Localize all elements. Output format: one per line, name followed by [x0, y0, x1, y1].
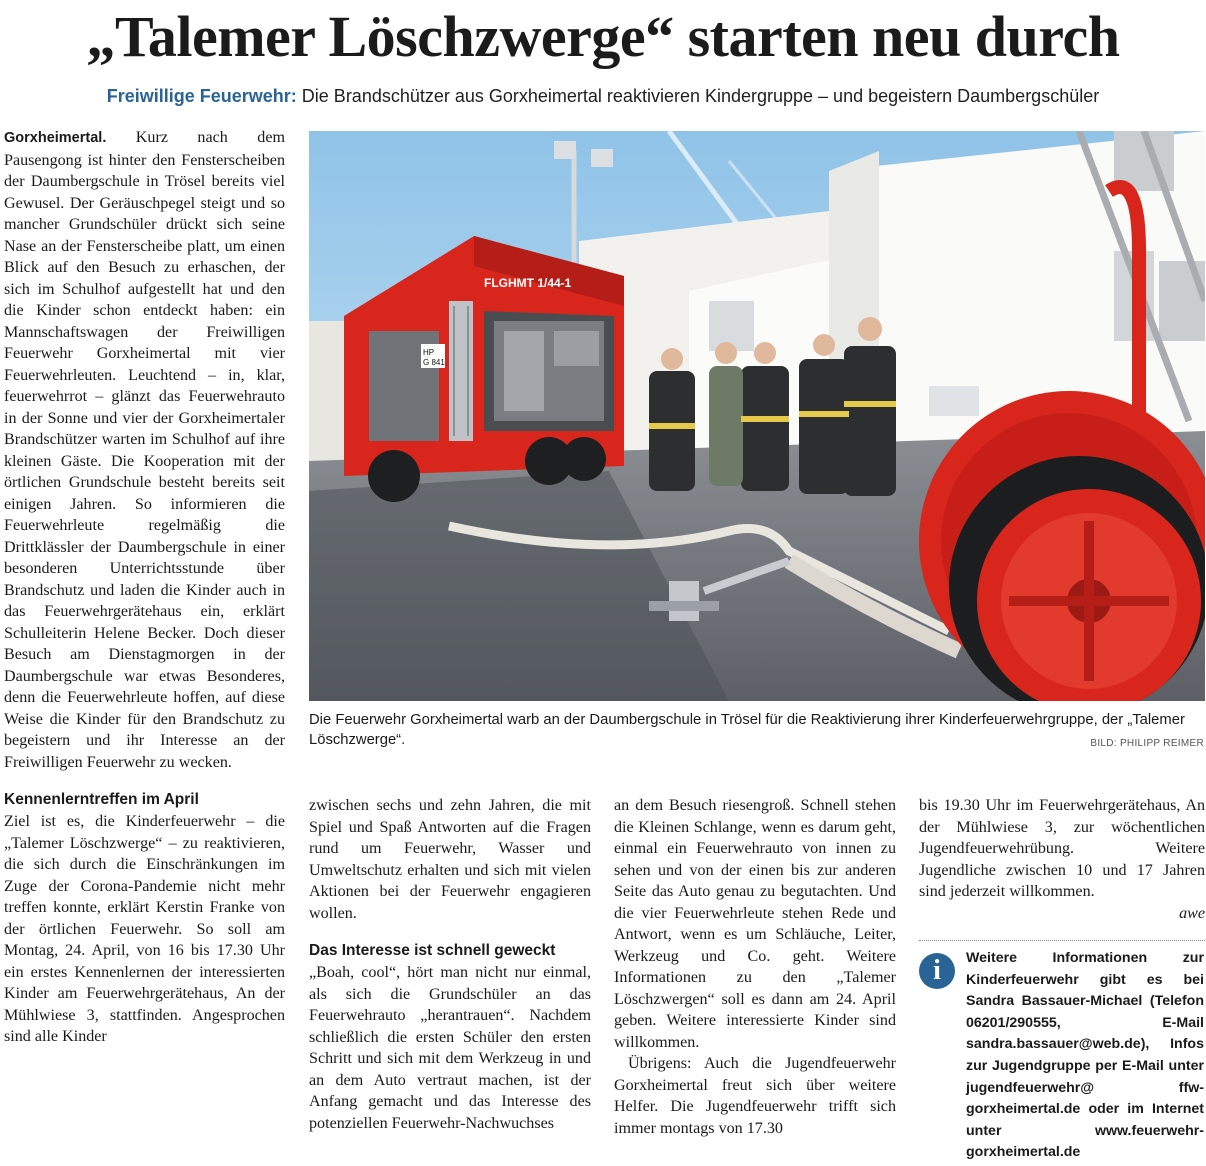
author-signature: awe: [1179, 904, 1205, 922]
license-plate-line-1: HP: [423, 348, 435, 357]
article-paragraph: [4, 127, 285, 773]
subheadline-text: Die Brandschützer aus Gorxheimertal reaktivieren Kindergruppe – und begeistern Daumbergschüler: [296, 86, 1100, 106]
photo-credit: BILD: PHILIPP REIMER: [1090, 738, 1204, 749]
subheadline-kicker: Freiwillige Feuerwehr:: [106, 86, 297, 106]
dateline: Gorxheimertal.: [4, 130, 107, 146]
article-column-1: [4, 127, 285, 1048]
article-paragraph: Übrigens: Auch die Jugendfeuerwehr Gorxheimertal freut sich über weitere Helfer. Die Jugendfeuerwehr trifft sich immer montags von 17.30: [614, 1055, 896, 1137]
article-paragraph: Ziel ist es, die Kinderfeuerwehr – die „Talemer Löschzwerge“ – zu reaktivieren, die sich durch die Einschränkungen im Zuge der Corona-Pandemie nicht mehr treffen konnte, erklärt Kerstin Franke von der örtlichen Feuerwehr. So soll am Montag, 24. April, von 16 bis 17.30 Uhr ein erstes Kennenlernen der interessierten Kinder am Feuerwehrgerätehaus, An der Mühlwiese 3, stattfinden. Angesprochen sind alle Kinder: [4, 813, 285, 1045]
license-plate-line-2: G 841: [423, 358, 445, 367]
subheading-interesse: Das Interesse ist schnell geweckt: [309, 942, 556, 959]
info-text: Weitere Informationen zur Kinderfeuerwehr gibt es bei Sandra Bassauer-Michael (Telefon 06201/290555, E-Mail sandra.bassauer@web.de), Infos zur Jugendgruppe per E-Mail unter jugendfeuerwehr@ ffw-gorxheimertal.de oder im Internet unter www.feuerwehr-gorxheimertal.de: [966, 950, 1204, 1161]
article-paragraph: bis 19.30 Uhr im Feuerwehrgerätehaus, An der Mühlwiese 3, zur wöchentlichen Jugendfeuerwehrübung. Weitere Jugendliche zwischen 10 und 17 Jahren sind jederzeit willkommen.: [919, 797, 1205, 900]
info-icon: i: [919, 953, 955, 989]
article-paragraph: „Boah, cool“, hört man nicht nur einmal, als sich die Grundschüler an das Feuerwehrauto „herantrauen“. Nachdem schließlich die ersten Schüler den ersten Schritt und sich mit dem Werkzeug in und an dem Auto vertraut machen, ist der Anfang gemacht und das Interesse des potenziellen Feuerwehr-Nachwuchses: [309, 964, 591, 1132]
subheadline: [0, 84, 1206, 108]
article-paragraph: zwischen sechs und zehn Jahren, die mit Spiel und Spaß Antworten auf die Fragen rund um Feuerwehr, Wasser und Umweltschutz erhalten und sich mit vielen Aktionen bei der Feuerwehr engagieren wollen.: [309, 797, 591, 922]
headline: „Talemer Löschzwerge“ starten neu durch: [86, 4, 1120, 69]
article-column-4: [919, 795, 1205, 924]
article-paragraph: an dem Besuch riesengroß. Schnell stehen die Kleinen Schlange, wenn es darum geht, einmal ein Feuerwehrauto von innen zu sehen und von der einen bis zur anderen Seite das Auto genau zu begutachten. Und die vier Feuerwehrleute stehen Rede und Antwort, wenn es um Schläuche, Leiter, Werkzeug und Co. geht. Weitere Informationen zu den „Talemer Löschzwergen“ soll es dann am 24. April geben. Weitere interessierte Kinder sind willkommen.: [614, 797, 896, 1051]
truck-label: FLGHMT 1/44-1: [484, 276, 572, 290]
article-photo: [309, 131, 1205, 701]
article-column-2: [309, 795, 591, 1134]
photo-caption: Die Feuerwehr Gorxheimertal warb an der Daumbergschule in Trösel für die Reaktivierung ihrer Kinderfeuerwehrgruppe, der „Talemer Löschzwerge“.: [309, 712, 1185, 748]
article-text: Kurz nach dem Pausengong ist hinter den Fensterscheiben der Daumbergschule in Trösel bereits viel Gewusel. Der Geräuschpegel steigt und so mancher Grundschüler drückt sich seine Nase an der Fensterscheibe platt, um einen Blick auf den Besuch zu erhaschen, der sich im Schulhof aufgestellt hat und den die Kinder schon entdeckt haben: ein Mannschaftswagen der Freiwilligen Feuerwehr Gorxheimertal mit vier Feuerwehrleuten. Leuchtend – in, klar, feuerwehrrot – glänzt das Feuerwehrauto in der Sonne und vier der Gorxheimertaler Brandschützer warten im Schulhof auf ihre kleinen Gäste. Die Kooperation mit der örtlichen Grundschule besteht bereits seit einigen Jahren. So informieren die Feuerwehrleute regelmäßig die Drittklässler der Daumbergschule in einer besonderen Unterrichtsstunde über Brandschutz und laden die Kinder auch in das Feuerwehrgerätehaus ein, erklärt Schulleiterin Helene Becker. Doch dieser Besuch am Dienstagmorgen in der Daumbergschule war etwas Besonderes, denn die Feuerwehrleute hoffen, auf diese Weise die Kinder für den Brandschutz zu begeistern und ihr Interesse an der Freiwilligen Feuerwehr zu wecken.: [4, 129, 285, 771]
info-box: [919, 940, 1205, 1166]
article-column-3: [614, 795, 896, 1139]
subheading-kennenlerntreffen: Kennenlerntreffen im April: [4, 791, 199, 808]
